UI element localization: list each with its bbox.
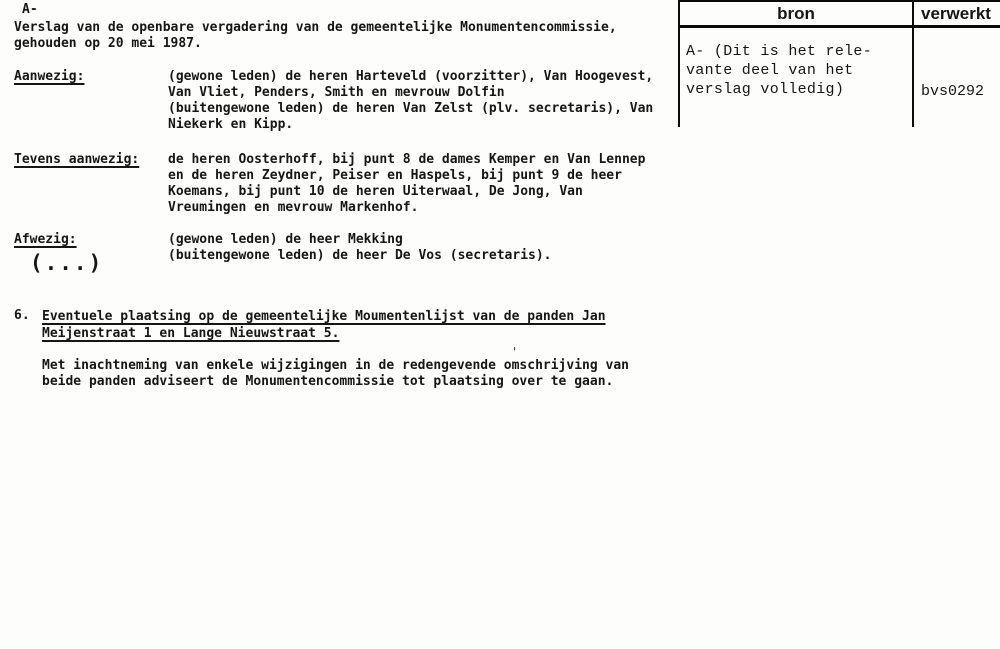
source-table-header-bron: bron <box>680 2 914 25</box>
document-code: A- <box>22 2 38 17</box>
omission-ellipsis: (...) <box>30 251 104 275</box>
item6-heading: Eventuele plaatsing op de gemeentelijke Moumentenlijst van de panden Jan Meijenstraat 1 en Lange Nieuwstraat 5. <box>42 309 606 341</box>
source-table <box>678 0 1000 127</box>
source-table-header-row <box>680 2 1000 28</box>
item6-number: 6. <box>14 308 30 323</box>
source-table-cell-bron: A- (Dit is het rele- vante deel van het verslag volledig) <box>680 28 914 127</box>
section-text-tevens-aanwezig: de heren Oosterhoff, bij punt 8 de dames Kemper en Van Lennep en de heren Zeydner, Peiser en Haspels, bij punt 9 de heer Koemans, bij punt 10 de heren Uiterwaal, De Jong, Van Vreumingen en mevrouw Markenhof. <box>168 152 646 215</box>
scan-artifact: ' <box>511 345 519 359</box>
source-table-header-verwerkt: verwerkt <box>921 4 991 23</box>
item6-body: Met inachtneming van enkele wijzigingen in de redengevende omschrijving van beide panden adviseert de Monumentencommissie tot plaatsing over te gaan. <box>42 358 629 389</box>
source-table-cell-verwerkt: bvs0292 <box>921 83 985 100</box>
section-text-afwezig: (gewone leden) de heer Mekking (buitengewone leden) de heer De Vos (secretaris). <box>168 232 552 263</box>
source-table-body-row <box>680 28 1000 127</box>
section-label-aanwezig: Aanwezig: <box>14 69 85 84</box>
section-text-aanwezig: (gewone leden) de heren Harteveld (voorzitter), Van Hoogevest, Van Vliet, Penders, Smith en mevrouw Dolfin (buitengewone leden) de heren Van Zelst (plv. secretaris), Van Niekerk en Kipp. <box>168 69 654 132</box>
intro-paragraph: Verslag van de openbare vergadering van de gemeentelijke Monumentencommissie, gehouden op 20 mei 1987. <box>14 20 617 51</box>
section-label-afwezig: Afwezig: <box>14 232 77 247</box>
section-label-tevens-aanwezig: Tevens aanwezig: <box>14 152 140 167</box>
